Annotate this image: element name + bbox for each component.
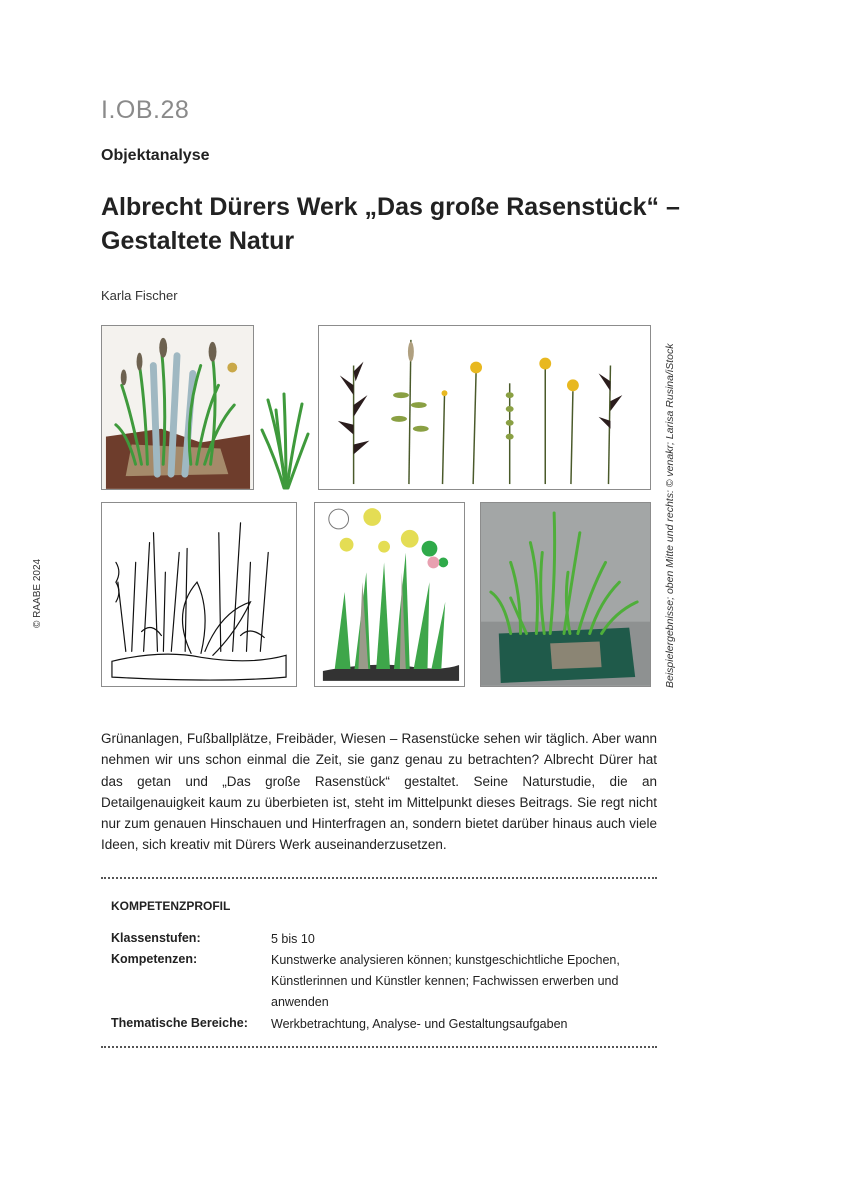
document-category: Objektanalyse [101, 147, 210, 164]
copyright-note: © RAABE 2024 [32, 558, 43, 628]
profile-label-competences: Kompetenzen: [111, 952, 198, 966]
title-line-2: Gestaltete Natur [101, 227, 295, 255]
collage-grass-on-soil-image [101, 325, 254, 490]
pressed-plants-illustration [319, 326, 650, 489]
title-line-1: Albrecht Dürers Werk „Das große Rasenstück“ – [101, 193, 680, 221]
collage-grass-illustration [102, 326, 253, 489]
profile-value-competences: Kunstwerke analysieren können; kunstgeschichtliche Epochen, Künstlerinnen und Künstler kennen; Fachwissen erwerben und anwenden [271, 953, 620, 1009]
grass-tuft-illustration [258, 390, 312, 490]
document-code: I.OB.28 [101, 96, 190, 124]
grass-in-box-photo-image [480, 502, 651, 687]
profile-label-topics: Thematische Bereiche: [111, 1016, 248, 1030]
intro-paragraph: Grünanlagen, Fußballplätze, Freibäder, Wiesen – Rasenstücke sehen wir täglich. Aber wann nehmen wir uns schon einmal die Zeit, sie ganz genau zu betrachten? Albrecht Dürer hat das getan und „Das große Rasenstück“ gestaltet. Seine Naturstudie, die an Detailgenauigkeit kaum zu überbieten ist, steht im Mittelpunkt dieses Beitrags. Sie regt nicht nur zum genauen Hinschauen und Hinterfragen an, sondern bietet darüber hinaus auch viele Ideen, sich kreativ mit Dürers Werk auseinanderzusetzen. [101, 731, 657, 853]
pressed-plants-row-image [318, 325, 651, 490]
page-title [101, 190, 721, 258]
author-name: Karla Fischer [101, 288, 178, 303]
line-drawing-meadow-image [101, 502, 297, 687]
profile-label-grades: Klassenstufen: [111, 931, 201, 945]
paper-collage-flowers-image [314, 502, 465, 687]
profile-value-grades: 5 bis 10 [271, 932, 315, 946]
single-grass-tuft-image [258, 390, 312, 490]
grass-box-illustration [481, 503, 650, 686]
profile-heading: KOMPETENZPROFIL [111, 899, 231, 913]
image-credit: Beispielergebnisse; oben Mitte und rechts: © venakr; Larisa Rusina/iStock [664, 343, 676, 688]
paper-collage-illustration [315, 503, 464, 686]
profile-value-topics: Werkbetrachtung, Analyse- und Gestaltungsaufgaben [271, 1017, 568, 1031]
line-drawing-illustration [102, 503, 296, 686]
divider-bottom [101, 1046, 657, 1048]
divider-top [101, 877, 657, 879]
